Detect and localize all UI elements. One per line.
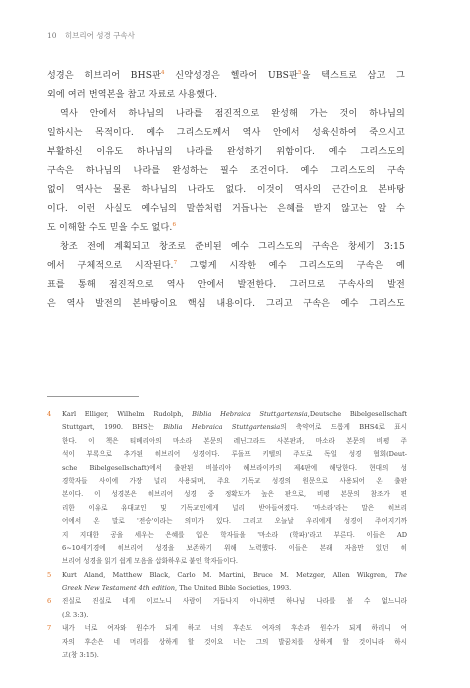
footnotes — [47, 408, 407, 662]
running-head — [47, 30, 135, 41]
footnote-line — [62, 408, 407, 421]
text-run: The — [394, 570, 407, 579]
footnote-line — [62, 421, 407, 434]
text-run: 성경은 히브리어 BHS판 — [47, 71, 162, 81]
footnote-line: 6~10세기경에 히브리어 성경을 보존하기 위해 노력했다. 이들은 본래 자음만 있던 히 — [62, 543, 407, 552]
text-line: 표를 통해 점진적으로 역사 안에서 발전한다. 그러므로 구속사의 발전 — [47, 280, 405, 290]
footnote-number: 6 — [47, 597, 52, 606]
footnote-line: 석이 부록으로 추가된 히브리어 성경이다. 루돌프 키텔의 주도로 독일 성경 협회(Deut- — [62, 450, 407, 459]
footnote-ref-4[interactable]: 4 — [161, 69, 165, 76]
text-run: , The United Bible Societies, 1993. — [175, 584, 292, 593]
text-run: 도 이해할 수도 믿을 수도 없다. — [47, 223, 173, 233]
footnote-line: 자의 후손은 네 머리를 상하게 할 것이요 너는 그의 발꿈치를 상하게 할 것이니라 하시 — [62, 637, 407, 646]
footnote-ref-6[interactable]: 6 — [172, 221, 177, 228]
text-line: 부활하신 이유도 하나님의 나라를 완성하기 위함이다. 예수 그리스도의 — [47, 147, 405, 157]
text-line: 은 역사 발전의 본바탕이요 핵심 내용이다. 그리고 구속은 예수 그리스도 — [47, 299, 405, 309]
text-run: 신약성경은 헬라어 UBS판 — [164, 71, 298, 81]
footnote-line: 지 지대한 공을 세우는 은혜를 입은 학자들을 '마소라 (학파)'라고 부른다. 이들은 AD — [62, 530, 407, 539]
footnote-ref-5[interactable]: 5 — [297, 69, 302, 76]
text-line: 역사 안에서 하나님의 나라를 점진적으로 완성해 가는 것이 하나님의 — [60, 109, 405, 119]
footnote-line: (요 3:3). — [62, 610, 89, 619]
text-line — [47, 219, 405, 238]
text-run: Biblia Hebraica Stuttgartensia — [163, 423, 281, 432]
footnote-line: 어에서 온 말로 '전승'이라는 의미가 있다. 그리고 오늘날 우리에게 성경이 주어지기까 — [62, 517, 407, 526]
text-run: Stuttgart, 1990. BHS는 — [62, 423, 164, 432]
footnote-4 — [47, 408, 407, 569]
text-run: ,Deutsche Bibelgesellschaft — [307, 410, 407, 418]
text-run: 을 텍스트로 삼고 그 — [301, 71, 405, 81]
text-run: 에서 구체적으로 시작된다. — [47, 261, 174, 271]
footnote-6 — [47, 595, 407, 622]
footnote-line: 리한 이유로 유대교인 및 기독교인에게 널리 받아들여졌다. '마소라'라는 말은 히브리 — [62, 503, 407, 512]
footnote-number: 4 — [47, 410, 52, 418]
text-line — [47, 257, 405, 276]
text-line: 없이 역사는 물론 하나님의 나라도 없다. 이것이 역사의 근간이요 본바탕 — [47, 185, 405, 195]
footnote-line — [62, 569, 407, 582]
footnote-number: 5 — [47, 570, 52, 579]
footnote-5 — [47, 569, 407, 596]
text-line: 구속은 하나님의 나라를 완성하는 필수 조건이다. 예수 그리스도의 구속 — [47, 166, 405, 176]
footnote-line: 본이다. 이 성경본은 히브리어 성경 중 정확도가 높은 판으로, 비평 본문의 참조가 편 — [62, 490, 407, 499]
text-line: 창조 전에 계획되고 창조로 준비된 예수 그리스도의 구속은 창세기 3:15 — [60, 242, 405, 252]
text-run: Karl Elliger, Wilhelm Rudolph, — [62, 410, 193, 418]
body-text — [47, 67, 405, 314]
footnote-7 — [47, 622, 407, 662]
footnote-line: sche Bibelgesellschaft)에서 출판된 비블리아 헤브라이카의 제4판에 해당한다. 현대의 성 — [62, 463, 407, 472]
text-run: Kurt Aland, Matthew Black, Carlo M. Martini, Bruce M. Metzger, Allen Wikgren, — [62, 570, 395, 579]
text-line — [47, 67, 405, 86]
footnote-line: 브리어 성경을 읽기 쉽게 모음을 삽화하우로 붙인 학자들이다. — [62, 557, 239, 566]
running-title: 히브리어 성경 구속사 — [64, 31, 135, 40]
footnote-line: 한다. 이 책은 티베리아의 마소라 본문의 레닌그라드 사본판과, 마소라 본문의 비평 주 — [62, 436, 407, 445]
text-run: 의 축약어로 드롭게 BHS4로 표시 — [280, 423, 407, 432]
footnote-line: 진실로 진실로 네게 이르노니 사람이 거듭나지 아니하면 하나님 나라를 볼 수 없느니라 — [62, 597, 407, 606]
footnote-line: 경학자들 사이에 가장 널리 사용되며, 주요 기독교 성경의 원문으로 사용되어 온 출판 — [62, 476, 407, 485]
text-line: 일하시는 목적이다. 예수 그리스도께서 역사 안에서 성육신하여 죽으시고 — [47, 128, 405, 138]
footnote-divider — [47, 396, 139, 397]
page-number: 10 — [47, 31, 57, 40]
footnote-line — [62, 582, 407, 595]
text-line: 이다. 이런 사실도 예수님의 말씀처럼 거듭나는 은혜를 받지 않고는 알 수 — [47, 204, 405, 214]
text-run: Greek New Testament 4th edition — [62, 584, 176, 593]
footnote-ref-7[interactable]: 7 — [173, 259, 178, 266]
footnote-line: 고(창 3:15). — [62, 651, 99, 660]
text-run: 그렇게 시작한 예수 그리스도의 구속은 예 — [177, 261, 405, 271]
footnote-number: 7 — [47, 624, 52, 633]
text-run: Biblia Hebraica Stuttgartensia — [192, 410, 308, 418]
footnote-line: 내가 너로 여자와 원수가 되게 하고 너의 후손도 여자의 후손과 원수가 되게 하리니 여 — [62, 624, 407, 633]
text-line: 외에 여러 번역본을 참고 자료로 사용했다. — [47, 90, 218, 100]
